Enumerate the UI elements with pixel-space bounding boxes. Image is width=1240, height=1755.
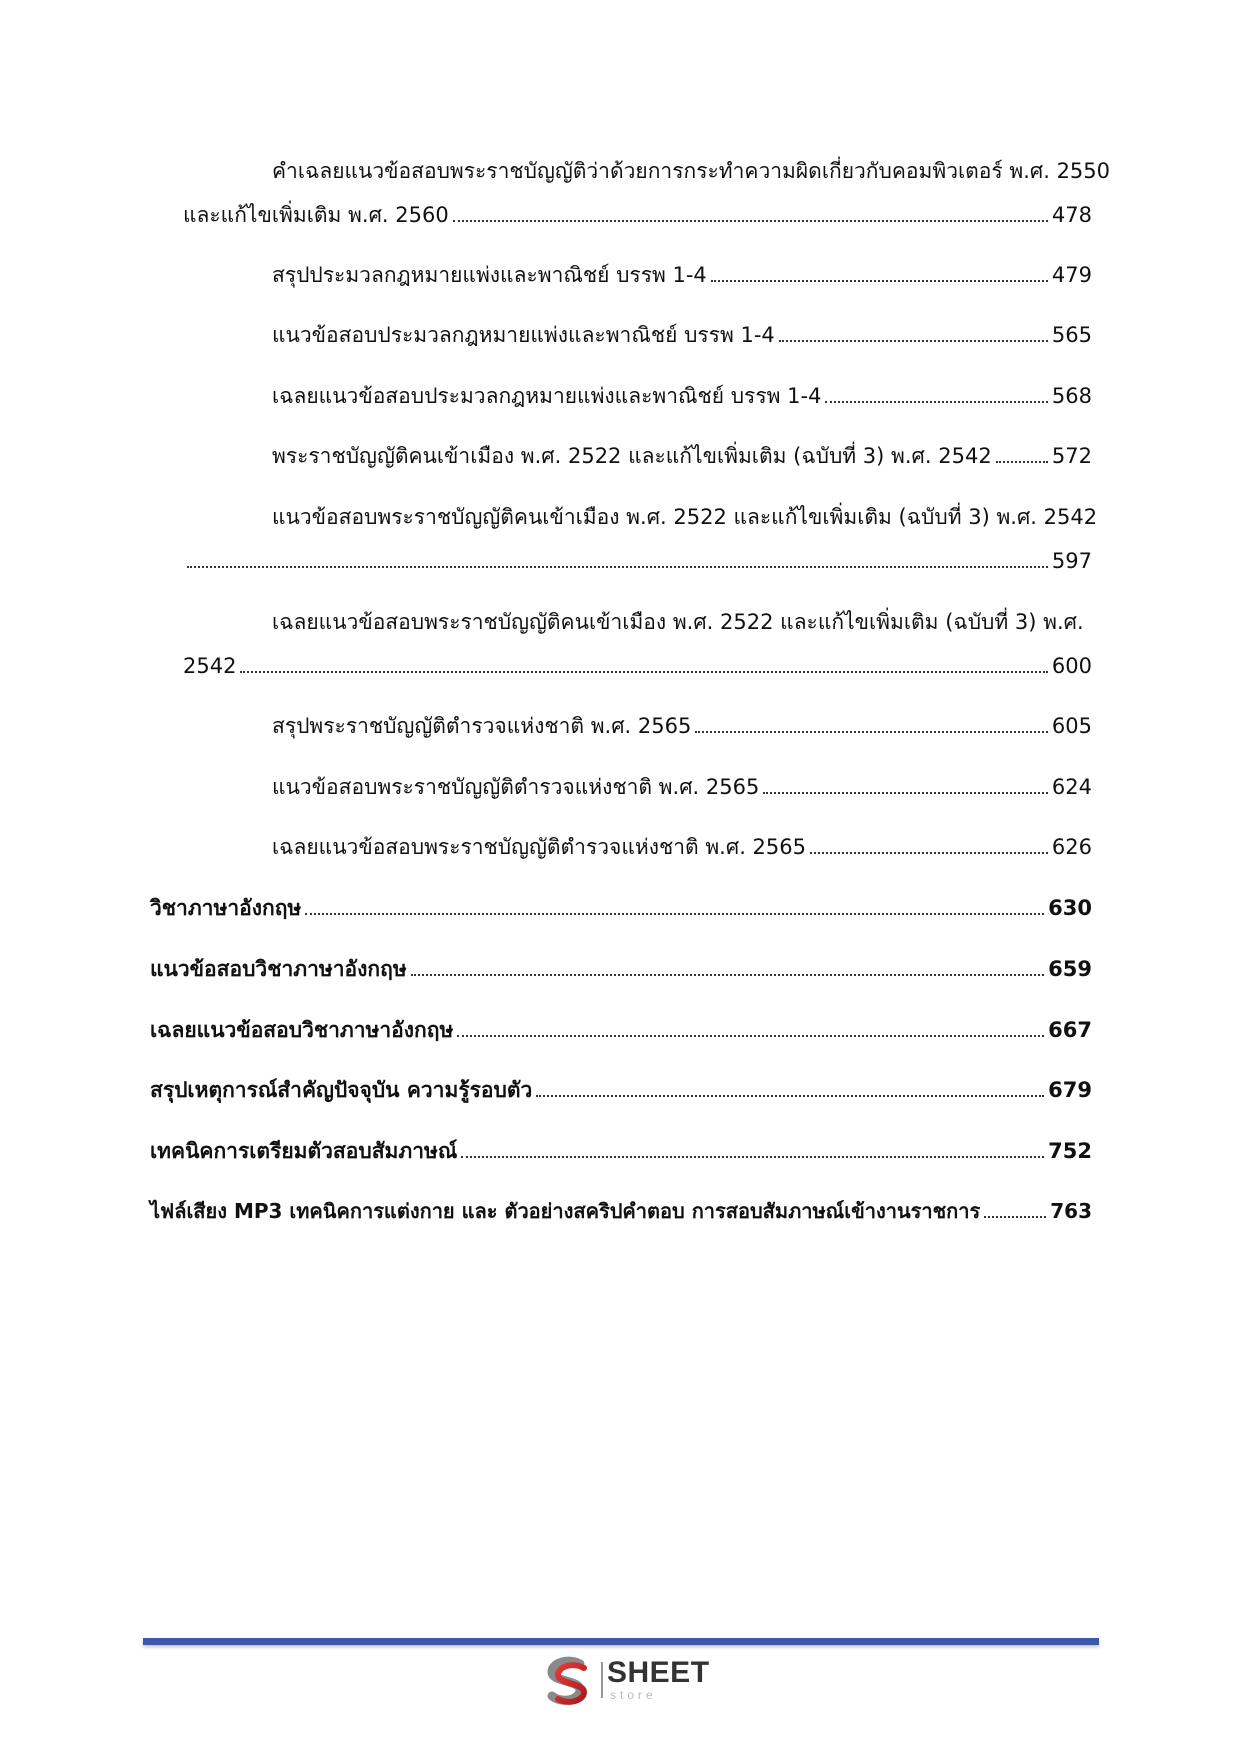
toc-entry-title: เฉลยแนวข้อสอบพระราชบัญญัติตำรวจแห่งชาติ พ.ศ. 2565 bbox=[272, 835, 806, 859]
toc-entry-title: พระราชบัญญัติคนเข้าเมือง พ.ศ. 2522 และแก้ไขเพิ่มเติม (ฉบับที่ 3) พ.ศ. 2542 bbox=[272, 444, 992, 468]
toc-entry-page: 479 bbox=[1051, 263, 1092, 287]
toc-entry-title-continued: 2542 bbox=[183, 654, 237, 678]
dot-leader bbox=[810, 851, 1048, 854]
dot-leader bbox=[763, 791, 1048, 794]
toc-entry-title-continued: และแก้ไขเพิ่มเติม พ.ศ. 2560 bbox=[183, 203, 449, 227]
dot-leader bbox=[996, 460, 1048, 463]
footer-divider-bar bbox=[143, 1638, 1099, 1645]
dot-leader bbox=[825, 400, 1047, 403]
logo-divider bbox=[601, 1662, 603, 1698]
toc-entry-title: เฉลยแนวข้อสอบประมวลกฎหมายแพ่งและพาณิชย์ บรรพ 1-4 bbox=[272, 384, 822, 408]
logo-wordmark: SHEET bbox=[607, 1656, 710, 1689]
toc-entry-page: 752 bbox=[1048, 1139, 1092, 1163]
dot-leader bbox=[711, 279, 1048, 282]
toc-entry-page: 630 bbox=[1048, 896, 1092, 920]
dot-leader bbox=[536, 1094, 1044, 1097]
toc-entry-title: ไฟล์เสียง MP3 เทคนิคการแต่งกาย และ ตัวอย่างสคริปคำตอบ การสอบสัมภาษณ์เข้างานราชการ bbox=[150, 1199, 981, 1223]
dot-leader bbox=[984, 1215, 1046, 1218]
toc-entry-page: 626 bbox=[1051, 835, 1092, 859]
toc-entry-page: 568 bbox=[1051, 384, 1092, 408]
toc-entry-title: เทคนิคการเตรียมตัวสอบสัมภาษณ์ bbox=[150, 1139, 458, 1163]
toc-entry-page: 659 bbox=[1048, 957, 1092, 981]
dot-leader bbox=[305, 912, 1044, 915]
toc-entry-page: 565 bbox=[1051, 323, 1092, 347]
toc-entry-page: 763 bbox=[1050, 1199, 1092, 1223]
toc-entry-page: 600 bbox=[1051, 654, 1092, 678]
toc-entry-page: 597 bbox=[1051, 549, 1092, 573]
toc-entry-title: วิชาภาษาอังกฤษ bbox=[150, 896, 302, 920]
toc-entry-title: แนวข้อสอบพระราชบัญญัติตำรวจแห่งชาติ พ.ศ. 2565 bbox=[272, 775, 760, 799]
dot-leader bbox=[453, 219, 1048, 222]
sheet-store-s-icon bbox=[540, 1654, 596, 1710]
toc-entry-page: 679 bbox=[1048, 1078, 1092, 1102]
toc-entry-page: 624 bbox=[1051, 775, 1092, 799]
dot-leader bbox=[187, 565, 1048, 568]
dot-leader bbox=[457, 1034, 1044, 1037]
toc-entry-title: เฉลยแนวข้อสอบวิชาภาษาอังกฤษ bbox=[150, 1018, 454, 1042]
toc-entry-title: แนวข้อสอบวิชาภาษาอังกฤษ bbox=[150, 957, 407, 981]
toc-entry-title: แนวข้อสอบพระราชบัญญัติคนเข้าเมือง พ.ศ. 2522 และแก้ไขเพิ่มเติม (ฉบับที่ 3) พ.ศ. 2542 bbox=[272, 505, 1098, 529]
sheet-store-logo bbox=[540, 1654, 720, 1710]
dot-leader bbox=[461, 1155, 1044, 1158]
logo-subtitle: store bbox=[610, 1688, 657, 1702]
toc-entry-title: สรุปเหตุการณ์สำคัญปัจจุบัน ความรู้รอบตัว bbox=[150, 1078, 533, 1102]
dot-leader bbox=[411, 973, 1045, 976]
dot-leader bbox=[779, 339, 1048, 342]
toc-entry-page: 605 bbox=[1051, 714, 1092, 738]
toc-entry-title: สรุปประมวลกฎหมายแพ่งและพาณิชย์ บรรพ 1-4 bbox=[272, 263, 707, 287]
toc-entry-page: 572 bbox=[1051, 444, 1092, 468]
dot-leader bbox=[695, 730, 1048, 733]
dot-leader bbox=[240, 670, 1047, 673]
toc-entry-title: สรุปพระราชบัญญัติตำรวจแห่งชาติ พ.ศ. 2565 bbox=[272, 714, 692, 738]
toc-entry-title: คำเฉลยแนวข้อสอบพระราชบัญญัติว่าด้วยการกระทำความผิดเกี่ยวกับคอมพิวเตอร์ พ.ศ. 2550 bbox=[272, 159, 1111, 183]
toc-entry-page: 478 bbox=[1051, 203, 1092, 227]
toc-entry-title: แนวข้อสอบประมวลกฎหมายแพ่งและพาณิชย์ บรรพ 1-4 bbox=[272, 323, 775, 347]
toc-entry-page: 667 bbox=[1048, 1018, 1092, 1042]
toc-entry-title: เฉลยแนวข้อสอบพระราชบัญญัติคนเข้าเมือง พ.ศ. 2522 และแก้ไขเพิ่มเติม (ฉบับที่ 3) พ.ศ. bbox=[272, 610, 1084, 634]
